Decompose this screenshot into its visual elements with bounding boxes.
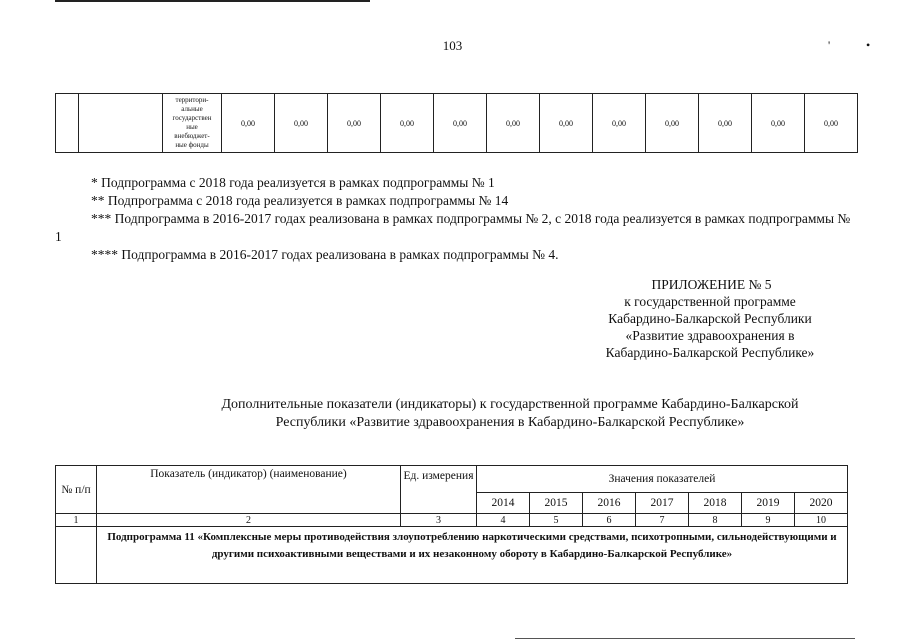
table-cell xyxy=(56,527,97,584)
table-cell xyxy=(56,94,79,153)
footnote: **** Подпрограмма в 2016-2017 годах реализована в рамках подпрограммы № 4. xyxy=(91,247,559,262)
column-number: 7 xyxy=(636,514,689,527)
annex-heading: ПРИЛОЖЕНИЕ № 5 xyxy=(651,277,772,292)
footnote: * Подпрограмма с 2018 года реализуется в рамках подпрограммы № 1 xyxy=(91,175,495,190)
header-year: 2016 xyxy=(583,493,636,514)
title-line: Дополнительные показатели (индикаторы) к государственной программе Кабардино-Балкарской xyxy=(221,397,799,412)
header-num: № п/п xyxy=(56,466,97,514)
column-number: 3 xyxy=(401,514,477,527)
value-cell: 0,00 xyxy=(222,94,275,153)
scan-mark: ' xyxy=(828,38,831,52)
funding-source-line: ные xyxy=(186,123,198,131)
document-title xyxy=(100,396,905,432)
subprogram-title: Подпрограмма 11 «Комплексные меры противодействия злоупотреблению наркотическими средствами, психотропными, сильнодействующими и другими психоактивными веществами и их незаконному обороту в Кабардино-Балкарской Республике» xyxy=(97,527,848,584)
funding-source-line: внебюджет- xyxy=(174,132,210,140)
page-number: 103 xyxy=(442,38,463,53)
funding-source-line: альные xyxy=(181,105,203,113)
value-cell: 0,00 xyxy=(328,94,381,153)
title-line: Республики «Развитие здравоохранения в Кабардино-Балкарской Республике» xyxy=(275,415,745,430)
funding-source-line: государствен xyxy=(172,114,212,122)
indicators-table xyxy=(55,465,848,584)
column-number: 8 xyxy=(689,514,742,527)
column-number-row xyxy=(56,514,848,527)
column-number: 4 xyxy=(477,514,530,527)
value-cell: 0,00 xyxy=(540,94,593,153)
column-number: 5 xyxy=(530,514,583,527)
column-number: 10 xyxy=(795,514,848,527)
header-year: 2019 xyxy=(742,493,795,514)
scan-mark: • xyxy=(866,38,871,52)
header-values-group: Значения показателей xyxy=(477,466,848,493)
subprogram-row xyxy=(56,527,848,584)
funding-source-cell xyxy=(163,94,222,153)
header-year: 2015 xyxy=(530,493,583,514)
table-row xyxy=(56,94,858,153)
annex-block xyxy=(560,276,860,361)
value-cell: 0,00 xyxy=(699,94,752,153)
value-cell: 0,00 xyxy=(275,94,328,153)
header-unit: Ед. измерения xyxy=(401,466,477,514)
value-cell: 0,00 xyxy=(434,94,487,153)
table-cell xyxy=(79,94,163,153)
annex-line: Кабардино-Балкарской Республики xyxy=(608,311,812,326)
header-year: 2017 xyxy=(636,493,689,514)
column-number: 9 xyxy=(742,514,795,527)
footnote: *** Подпрограмма в 2016-2017 годах реализована в рамках подпрограммы № 2, с 2018 года реализуется в рамках подпрограммы № 1 xyxy=(55,211,851,244)
fragment-table xyxy=(55,93,858,153)
value-cell: 0,00 xyxy=(381,94,434,153)
funding-source-line: ные фонды xyxy=(175,141,209,149)
header-year: 2014 xyxy=(477,493,530,514)
value-cell: 0,00 xyxy=(752,94,805,153)
header-row xyxy=(56,466,848,493)
footnote: ** Подпрограмма с 2018 года реализуется в рамках подпрограммы № 14 xyxy=(91,193,509,208)
value-cell: 0,00 xyxy=(487,94,540,153)
header-indicator: Показатель (индикатор) (наименование) xyxy=(97,466,401,514)
header-year: 2018 xyxy=(689,493,742,514)
value-cell: 0,00 xyxy=(593,94,646,153)
column-number: 6 xyxy=(583,514,636,527)
annex-line: «Развитие здравоохранения в xyxy=(625,328,795,343)
value-cell: 0,00 xyxy=(646,94,699,153)
top-rule xyxy=(55,0,370,2)
funding-source-line: территори- xyxy=(175,96,209,104)
header-year: 2020 xyxy=(795,493,848,514)
annex-line: Кабардино-Балкарской Республике» xyxy=(605,345,815,360)
column-number: 1 xyxy=(56,514,97,527)
annex-line: к государственной программе xyxy=(624,294,796,309)
value-cell: 0,00 xyxy=(805,94,858,153)
column-number: 2 xyxy=(97,514,401,527)
bottom-rule xyxy=(515,638,855,639)
footnotes xyxy=(55,174,855,264)
